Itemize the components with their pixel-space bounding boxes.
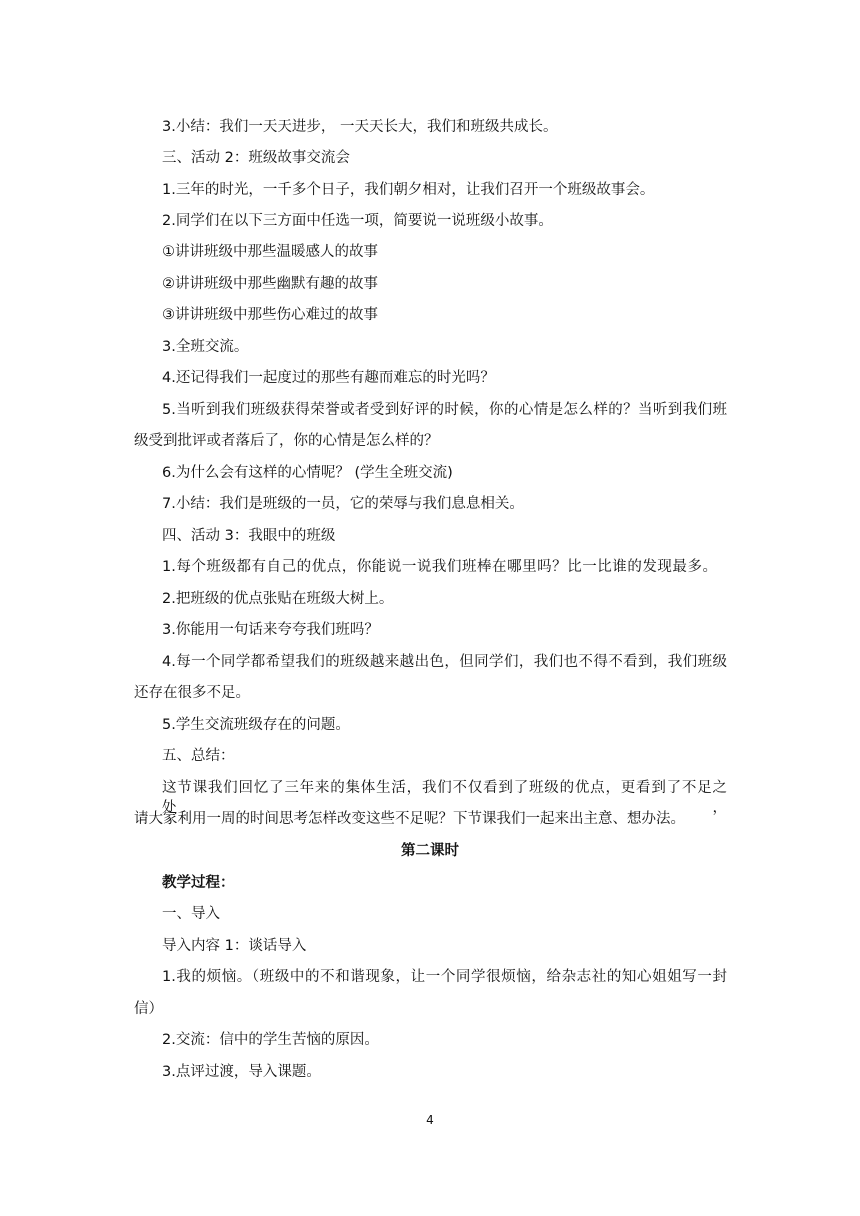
text-line: 7.小结：我们是班级的一员，它的荣辱与我们息息相关。 <box>162 496 524 512</box>
section-heading: 一、导入 <box>162 906 220 922</box>
text-line: 1.每个班级都有自己的优点，你能说一说我们班棒在哪里吗？比一比谁的发现最多。 <box>162 559 717 575</box>
lesson-title: 第二课时 <box>401 843 459 859</box>
section-heading: 四、活动 3：我眼中的班级 <box>162 528 336 544</box>
text-line: 这节课我们回忆了三年来的集体生活，我们不仅看到了班级的优点，更看到了不足之处， <box>162 780 727 816</box>
text-line: 2.交流：信中的学生苦恼的原因。 <box>162 1032 379 1048</box>
list-item: ③讲讲班级中那些伤心难过的故事 <box>162 307 378 323</box>
text-line: 1.我的烦恼。（班级中的不和谐现象，让一个同学很烦恼，给杂志社的知心姐姐写一封 <box>162 969 727 985</box>
text-line: 1.三年的时光，一千多个日子，我们朝夕相对，让我们召开一个班级故事会。 <box>162 182 655 198</box>
text-line: 还存在很多不足。 <box>134 685 250 701</box>
text-line: 3.小结：我们一天天进步， 一天天长大，我们和班级共成长。 <box>162 119 558 135</box>
text-line: 2.把班级的优点张贴在班级大树上。 <box>162 591 394 607</box>
section-heading: 五、总结： <box>162 748 235 764</box>
list-item: ②讲讲班级中那些幽默有趣的故事 <box>162 276 378 292</box>
text-line: 5.学生交流班级存在的问题。 <box>162 717 350 733</box>
text-line: 信） <box>134 1001 163 1017</box>
text-line: 6.为什么会有这样的心情呢？ (学生全班交流) <box>162 465 453 481</box>
section-heading: 三、活动 2：班级故事交流会 <box>162 150 350 166</box>
text-line: 5.当听到我们班级获得荣誉或者受到好评的时候，你的心情是怎么样的？当听到我们班 <box>162 402 727 418</box>
text-line: 3.点评过渡，导入课题。 <box>162 1064 321 1080</box>
text-line: 4.每一个同学都希望我们的班级越来越出色，但同学们，我们也不得不看到，我们班级 <box>162 654 727 670</box>
list-item: ①讲讲班级中那些温暖感人的故事 <box>162 244 378 260</box>
text-line: 2.同学们在以下三方面中任选一项，简要说一说班级小故事。 <box>162 213 553 229</box>
section-heading: 教学过程： <box>162 875 235 891</box>
text-line: 4.还记得我们一起度过的那些有趣而难忘的时光吗？ <box>162 370 495 386</box>
text-line: 3.全班交流。 <box>162 339 249 355</box>
text-line: 导入内容 1：谈话导入 <box>162 938 307 954</box>
text-line: 级受到批评或者落后了，你的心情是怎么样的？ <box>134 433 439 449</box>
page-number: 4 <box>426 1113 434 1127</box>
text-line: 3.你能用一句话来夸夸我们班吗？ <box>162 622 379 638</box>
text-line: 请大家利用一周的时间思考怎样改变这些不足呢？下节课我们一起来出主意、想办法。 <box>134 811 685 827</box>
